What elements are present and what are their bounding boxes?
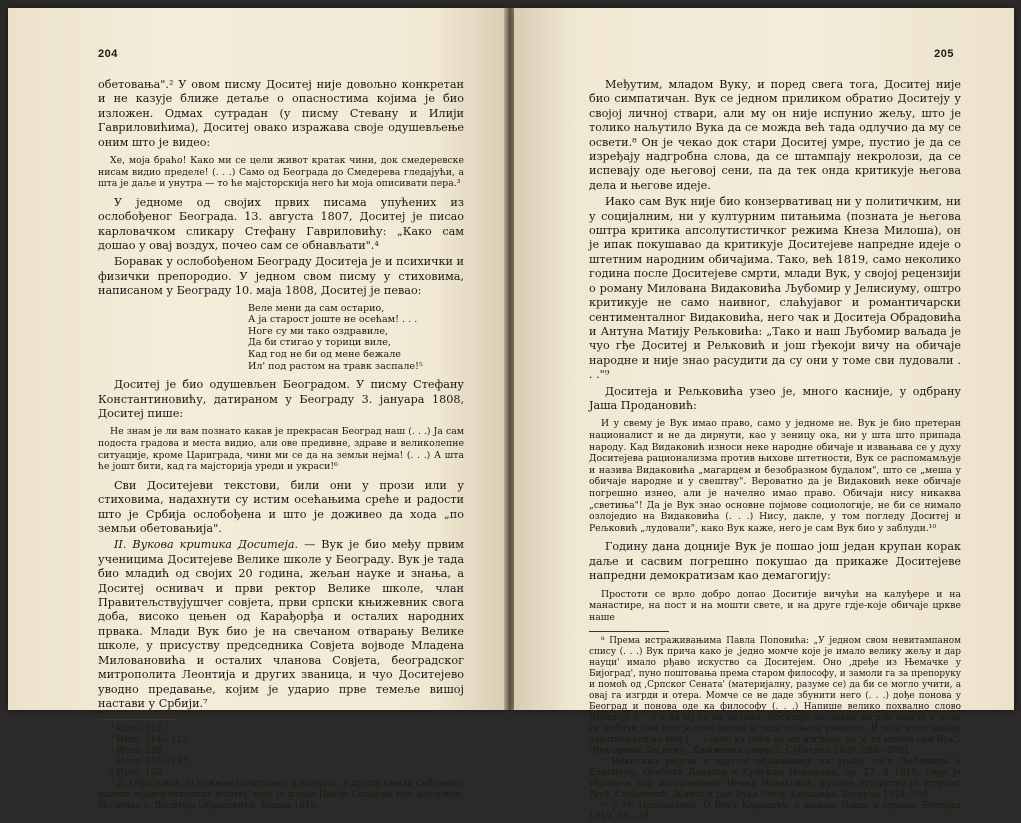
section-text: — Вук је био међу првим ученицима Доситејеве Велике школе у Београду. Вук је тада био младић од својих 20 година, жељан науке и знања, а Доситеј оснивач и први ректор Велике школе, члан Правитељствујушчег совјета, први српски књижевник свога доба, високо цењен од Карађорђа и осталих народних првака. Млади Вук био је на свечаном отварању Велике школе, у присуству председника Совјета војводе Младена Миловановића и осталих чланова Совјета, београдског митрополита Леонтија и других званица, и чуо Доситејево уводно предавање, којим је ударио прве темеље вишој настави у Србији.⁷ (98, 538, 464, 710)
left-page-body (98, 78, 464, 812)
paragraph: Међутим, младом Вуку, и поред свега тога, Доситеј није био симпатичан. Вук се једном приликом обратио Доситеју у својој личној ствари, али му он није испунио жељу, што је толико наљутило Вука да се можда већ тада одлучио да му се освети.⁸ Он је чекао док стари Доситеј умре, пустио је да се изређају надгробна слова, да се штампају некролози, да се испевају оде његовој сени, па да тек онда критикује његова дела и његове идеје. (589, 78, 961, 192)
section-paragraph (98, 538, 464, 711)
page-number: 205 (934, 48, 954, 60)
paragraph: Боравак у ослобођеном Београду Доситеја је и психички и физички препородио. У једном свом писму у стиховима, написаном у Београду 10. маја 1808, Доситеј је певао: (98, 255, 464, 298)
paragraph: Сви Доситејеви текстови, били они у прози или у стиховима, надахнути су истим осећањима среће и радости што је Србија ослобођена и што је доживео да хода „по земљи обетовањија". (98, 478, 464, 536)
left-page (8, 8, 506, 812)
paragraph: Доситеј је био одушевљен Београдом. У писму Стефану Константиновићу, датираном у Београду 3. јануара 1808, Доситеј пише: (98, 378, 464, 421)
footnote: ⁵ Исто, 146—147. (110, 757, 191, 768)
footnote: ³ Исто, 114—115. (110, 735, 191, 746)
block-quote: И у свему је Вук имао право, само у једноме не. Вук је био претеран националист и не да дирнути, као у зеницу ока, ни у шта што припада народу. Кад Видаковић износи неке народне обичаје и извањава се у духу Доситејева рационализма против њихове штетности, Вук се распомамљује и назива Видаковића „магарцем и безобразном будалом", што се „меша у обичаје народне и у свештву". Вероватно да је Видаковић неке обичаје погрешно изнео, али је начелно имао право. Обичаји нису никаква „светиња"! Да је Вук знао основне појмове социологије, не би се нимало озлоједио на Видаковића (. . .) Нису, дакле, у том погледу Доситеј и Рељковић „лудовали", како Вук каже, него је сам Вук био у заблуди.¹⁰ (589, 418, 961, 534)
paragraph: обетовања".² У овом писму Доситеј није довољно конкретан и не казује ближе детаље о опасностима којима је био изложен. Одмах сутрадан (у писму Стевану и Илији Гавриловићима), Доситеј овако изражава своје одушевљење оним што је видео: (98, 78, 464, 149)
footnote: ¹⁰ J. М. Продановић, О Вуку Караџићу, у књизи: Наши и страни, Београд 1949, 38—39. (589, 801, 961, 823)
right-page (514, 8, 1014, 823)
footnote: ⁶ Исто, 192. (110, 768, 165, 779)
footnote: ⁹ Неколико ријечи о другом објављенију на трећу част Љубомира у Елисиуму, Особити Додатак к Србским Новинама, бр. 27. Х 1819. Оврт је објављен под псеудонимом Ненад Новаковић. Вуково ауторство је утврдио Љуб. Стојановић, Живот и рад Вука Стеф. Караџића, Београд 1924, 760. (589, 757, 961, 801)
paragraph: Иако сам Вук није био конзервативац ни у политичким, ни у социјалним, ни у културним питањима (позната је његова оштра критика апсолутистичког режима Кнеза Милоша), он је ипак покушавао да критикује Доситејеве напредне идеје о штетним народним обичајима. Тако, већ 1819, само неколико година после Доситејеве смрти, млади Вук, у својој рецензији о роману Милована Видаковића Љубомир у Јелисиуму, оштро критикује не само наивног, слаћујавог и романтичарски сентименталног Видаковића, него чак и Доситеја Обрадовића и Антуна Матију Рељковића: „Тако и наш Љубомир ваљада је чуо гђе Доситеј и Рељковић и још гђекоји вичу на обичаје народне и није знао расудити да су они у томе сви лудовали . . ."⁹ (589, 195, 961, 382)
right-page-body (589, 78, 961, 823)
page-number: 204 (98, 48, 118, 60)
paragraph: Доситеја и Рељковића узео је, много касније, у одбрану Јаша Продановић: (589, 384, 961, 412)
footnote: ² Исто, 112. (110, 724, 165, 735)
footnote-rule (98, 719, 178, 720)
section-heading: II. Вукова критика Доситеја. (114, 538, 299, 552)
block-quote: Не знам је ли вам познато какав је прекрасан Београд наш (. . .) Ја сам подоста градова и места видио, али ове предивне, здраве и великолепне ситуације, кроме Цариграда, чини ми се да на земљи нејма! (. . .) А шта ће јошт бити, кад га мајсторија уреди и украси!⁶ (98, 426, 464, 473)
footnote-rule (589, 631, 669, 632)
paragraph: Годину дана доцније Вук је пошао још један крупан корак даље и сасвим погрешно покушао да прикаже Доситејеве напредни демократизам као демагогију: (589, 540, 961, 583)
footnote: ⁸ Према истраживањима Павла Поповића: „У једном свом невитампаном спису (. . .) Вук прича како је ,једно момче које је имало велику жељу и дар науци' имало рђаво искуство са Доситејем. Оно ,дређе из Њемачке у Бијоград', пуно поштовања према старом философу, и замоли га за препоруку и помоћ од ,Српског Сената' (материјалну, разуме се) да би се могло учити, а овај га изгрди и отера. Момче се не даде збунити него (. . .) дође понова у Београд и понова оде ка философу (. . .) Напише велико похвално слово Доситеју (. . .) и да му га на читање. Доситије поласкан загрли момче и поче га љубити, све што је хтео могао је тада од њега учинити. И то је хтео засаду заустављати на том (. . .) само ку рећи да ми изгледа, да је то момче сам Вук". (Вук према Доситију, Књижевни север 2, Суботица 1926, 286—288). (589, 636, 961, 757)
footnote: ⁴ Исто, 126. (110, 746, 165, 757)
verse-quote: Веле мени да сам остарио, А ја старост јоште не осећам! . . . Ноге су ми тако оздравиле, Да би стигао у торици виле, Кад год не би од мене бежале Ил' под растом на травк заспале!⁵ (248, 302, 423, 372)
block-quote: Хе, моја браћо! Како ми се цели живот кратак чини, док смедеревске нисам видио пределе! (. . .) Само од Београда до Смедерева гледајући, а шта је даље и унутра — то ће мајсторскија него ћи моја описивати пера.³ (98, 155, 464, 190)
footnote: ⁷ Д. Обрадовић, О дужном почитанију к наукам', у другој књизи Собранија разних нравоучителних вештеј, коју је издао Павле Соларић под насловом: Мезимац г. Доситеја Обрадовића, Будим 1818. (98, 779, 464, 812)
paragraph: У једноме од својих првих писама упућених из ослобођеног Београда. 13. августа 1807, Доситеј је писао карловачком сликару Стефану Гавриловићу: „Како сам дошао у овај воздух, почео сам се обнављати".⁴ (98, 195, 464, 253)
block-quote: Простоти се врло добро допао Доситије вичући на калуђере и на манастире, на пост и на мошти свете, и на друге гдје-које обичаје црквe наше (589, 588, 961, 623)
